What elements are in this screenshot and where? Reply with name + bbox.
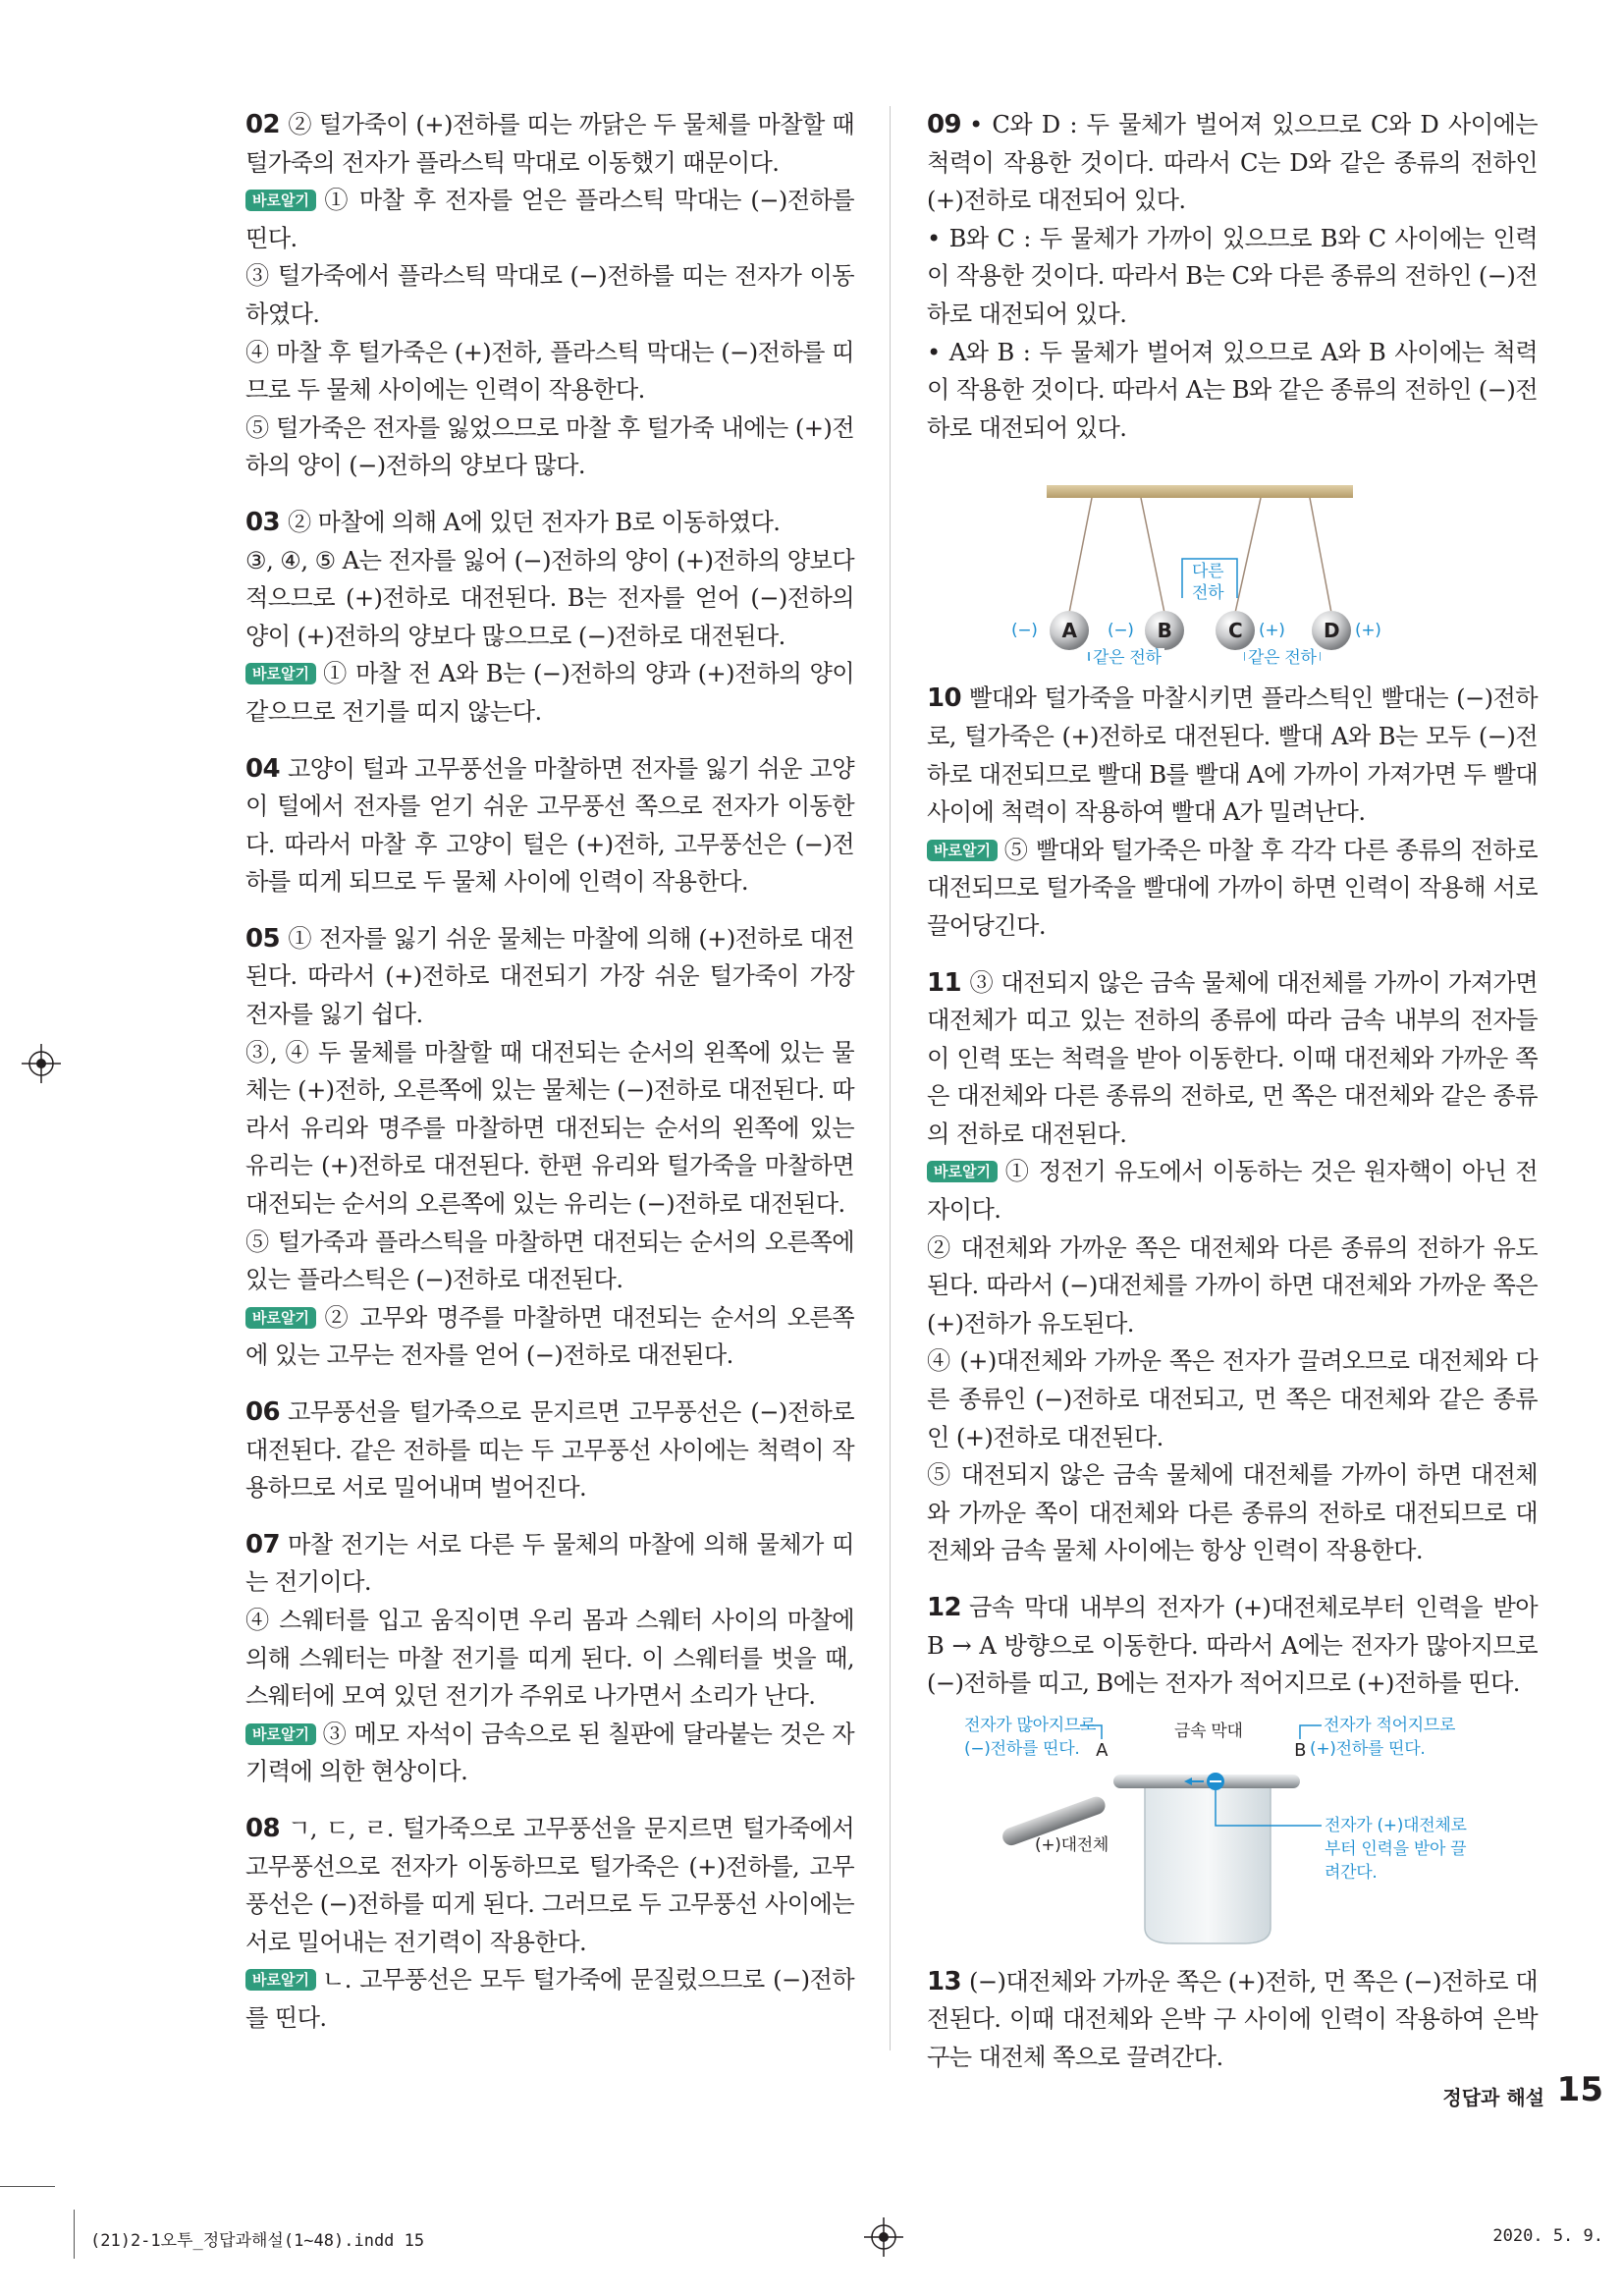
end-b-label: B — [1294, 1739, 1306, 1761]
answer-paragraph — [245, 1602, 854, 1716]
answer-paragraph — [245, 750, 854, 902]
answer-paragraph — [245, 1034, 854, 1224]
string-d — [1310, 498, 1331, 613]
correction-badge: 바로알기 — [245, 1969, 316, 1991]
answer-paragraph — [245, 1810, 854, 1961]
section-title: 정답과 해설 — [1442, 2086, 1544, 2109]
correction-badge: 바로알기 — [927, 1161, 998, 1182]
charged-rod-label: (+)대전체 — [1035, 1834, 1109, 1855]
answer-07 — [245, 1526, 854, 1791]
question-number: 13 — [927, 1966, 961, 1996]
answer-paragraph — [927, 1153, 1538, 1229]
electron-label-3: 려간다. — [1325, 1862, 1378, 1883]
paragraph-text: ② 대전체와 가까운 쪽은 대전체와 다른 종류의 전하가 유도된다. 따라서 (−)대전체를 가까이 하면 대전체와 가까운 쪽은 (+)전하가 유도된다. — [927, 1233, 1538, 1338]
answer-05 — [245, 920, 854, 1375]
paragraph-text: 금속 막대 내부의 전자가 (+)대전체로부터 인력을 받아 B → A 방향으로 이동한다. 따라서 A에는 전자가 많아지므로 (−)전하를 띠고, B에는 전자가 적어지므로 (+)전하를 띤다. — [927, 1594, 1538, 1698]
answer-02 — [245, 106, 854, 485]
question-number: 04 — [245, 753, 280, 784]
answer-paragraph — [245, 504, 854, 542]
paragraph-text: ③, ④ 두 물체를 마찰할 때 대전되는 순서의 왼쪽에 있는 물체는 (+)전하, 오른쪽에 있는 물체는 (−)전하로 대전된다. 따라서 유리와 명주를 마찰하면 대전되는 순서의 왼쪽에 있는 유리는 (+)전하로 대전된다. 한편 유리와 털가죽을 마찰하면 대전되는 순서의 오른쪽에 있는 유리는 (−)전하로 대전된다. — [245, 1038, 854, 1219]
paragraph-text: • B와 C : 두 물체가 가까이 있으므로 B와 C 사이에는 인력이 작용한 것이다. 따라서 B는 C와 다른 종류의 전하인 (−)전하로 대전되어 있다. — [927, 224, 1538, 328]
file-info: (21)2-1오투_정답과해설(1~48).indd 15 — [90, 2231, 425, 2251]
rod-label: 금속 막대 — [1174, 1721, 1243, 1741]
same-charge-right: 같은 전하 — [1245, 648, 1320, 668]
paragraph-text: 고양이 털과 고무풍선을 마찰하면 전자를 잃기 쉬운 고양이 털에서 전자를 얻기 쉬운 고무풍선 쪽으로 전자가 이동한다. 따라서 마찰 후 고양이 털은 (+)전하, 고무풍선은 (−)전하를 띠게 되므로 두 물체 사이에 인력이 작용한다. — [245, 754, 854, 897]
answer-12 — [927, 1589, 1538, 1703]
registration-mark-bottom-icon — [864, 2217, 903, 2257]
paragraph-text: ① 마찰 후 전자를 얻은 플라스틱 막대는 (−)전하를 띤다. — [245, 187, 854, 252]
answer-paragraph — [245, 1526, 854, 1602]
correction-badge: 바로알기 — [245, 190, 316, 211]
correction-badge: 바로알기 — [927, 840, 998, 861]
answer-paragraph — [927, 1456, 1538, 1570]
diff-label-2: 전하 — [1192, 583, 1224, 604]
answer-paragraph — [927, 1963, 1538, 2077]
paragraph-text: ② 털가죽이 (+)전하를 띠는 까닭은 두 물체를 마찰할 때 털가죽의 전자가 플라스틱 막대로 이동했기 때문이다. — [245, 111, 854, 177]
question-number: 09 — [927, 110, 961, 139]
paragraph-text: ⑤ 털가죽은 전자를 잃었으므로 마찰 후 털가죽 내에는 (+)전하의 양이 (−)전하의 양보다 많다. — [245, 413, 854, 480]
answer-paragraph — [927, 1589, 1538, 1703]
answer-08 — [245, 1810, 854, 2038]
support-bar — [1047, 485, 1353, 498]
left-column — [245, 106, 854, 2056]
label-b-line2: (+)전하를 띤다. — [1310, 1738, 1426, 1759]
diff-label-1: 다른 — [1192, 562, 1224, 582]
beaker — [1145, 1784, 1271, 1943]
sign-a: (−) — [1011, 621, 1038, 641]
figure-09-charged-balls — [927, 465, 1538, 672]
answer-paragraph — [245, 1394, 854, 1507]
paragraph-text: ⑤ 털가죽과 플라스틱을 마찰하면 대전되는 순서의 오른쪽에 있는 플라스틱은 (−)전하로 대전된다. — [245, 1228, 854, 1294]
question-number: 10 — [927, 683, 961, 714]
answer-paragraph — [245, 410, 854, 485]
question-number: 07 — [245, 1529, 280, 1559]
answer-paragraph — [245, 542, 854, 656]
question-number: 12 — [927, 1593, 961, 1622]
paragraph-text: ⑤ 빨대와 털가죽은 마찰 후 각각 다른 종류의 전하로 대전되므로 털가죽을 빨대에 가까이 하면 인력이 작용해 서로 끌어당긴다. — [927, 836, 1538, 940]
answer-paragraph — [927, 106, 1538, 220]
answer-04 — [245, 750, 854, 902]
paragraph-text: ② 고무와 명주를 마찰하면 대전되는 순서의 오른쪽에 있는 고무는 전자를 얻어 (−)전하로 대전된다. — [245, 1303, 854, 1370]
paragraph-text: ① 전자를 잃기 쉬운 물체는 마찰에 의해 (+)전하로 대전된다. 따라서 (+)전하로 대전되기 가장 쉬운 털가죽이 가장 전자를 잃기 쉽다. — [245, 924, 854, 1029]
paragraph-text: ① 마찰 전 A와 B는 (−)전하의 양과 (+)전하의 양이 같으므로 전기를 띠지 않는다. — [245, 660, 854, 726]
answer-10 — [927, 680, 1538, 945]
paragraph-text: • C와 D : 두 물체가 벌어져 있으므로 C와 D 사이에는 척력이 작용한 것이다. 따라서 C는 D와 같은 종류의 전하인 (+)전하로 대전되어 있다. — [927, 111, 1538, 215]
label-b-line1: 전자가 적어지므로 — [1324, 1715, 1456, 1735]
answer-paragraph — [927, 680, 1538, 831]
string-c — [1235, 498, 1261, 613]
page-number: 15 — [1556, 2070, 1603, 2109]
correction-badge: 바로알기 — [245, 1307, 316, 1329]
ball-d-label: D — [1323, 619, 1339, 643]
answer-paragraph — [245, 1961, 854, 2037]
answer-paragraph — [245, 920, 854, 1034]
question-number: 02 — [245, 110, 280, 139]
answer-paragraph — [927, 334, 1538, 448]
answer-06 — [245, 1394, 854, 1507]
paragraph-text: (−)대전체와 가까운 쪽은 (+)전하, 먼 쪽은 (−)전하로 대전된다. 이때 대전체와 은박 구 사이에 인력이 작용하여 은박 구는 대전체 쪽으로 끌려간다. — [927, 1967, 1538, 2071]
answer-paragraph — [245, 655, 854, 731]
answer-paragraph — [245, 182, 854, 257]
answer-03 — [245, 504, 854, 732]
question-number: 03 — [245, 507, 280, 537]
registration-mark-left-icon — [22, 1044, 61, 1083]
paragraph-text: ③, ④, ⑤ A는 전자를 잃어 (−)전하의 양이 (+)전하의 양보다 적으므로 (+)전하로 대전된다. B는 전자를 얻어 (−)전하의 양이 (+)전하의 양보다 많으므로 (−)전하로 대전된다. — [245, 546, 854, 650]
answer-paragraph — [245, 334, 854, 410]
string-b — [1141, 498, 1164, 613]
paragraph-text: 마찰 전기는 서로 다른 두 물체의 마찰에 의해 물체가 띠는 전기이다. — [245, 1530, 854, 1597]
sign-d: (+) — [1355, 621, 1381, 641]
question-number: 11 — [927, 967, 961, 998]
trim-mark-vertical — [74, 2210, 75, 2259]
paragraph-text: ㄴ. 고무풍선은 모두 털가죽에 문질렀으므로 (−)전하를 띤다. — [245, 1966, 854, 2032]
answer-paragraph — [927, 1230, 1538, 1343]
sign-b: (−) — [1108, 621, 1134, 641]
label-a-line2: (−)전하를 띤다. — [964, 1738, 1080, 1759]
ball-a-label: A — [1061, 619, 1077, 643]
electron-label-2: 부터 인력을 받아 끌 — [1325, 1838, 1467, 1859]
print-date: 2020. 5. 9. — [1492, 2226, 1603, 2246]
answer-paragraph — [245, 1299, 854, 1375]
answer-paragraph — [927, 832, 1538, 946]
question-number: 06 — [245, 1397, 280, 1427]
paragraph-text: ④ 마찰 후 털가죽은 (+)전하, 플라스틱 막대는 (−)전하를 띠므로 두 물체 사이에는 인력이 작용한다. — [245, 338, 854, 405]
sign-c: (+) — [1259, 621, 1285, 641]
ball-c-label: C — [1227, 619, 1243, 643]
paragraph-text: ④ 스웨터를 입고 움직이면 우리 몸과 스웨터 사이의 마찰에 의해 스웨터는 마찰 전기를 띠게 된다. 이 스웨터를 벗을 때, 스웨터에 모여 있던 전기가 주위로 나가면서 소리가 난다. — [245, 1606, 854, 1711]
figure-12-metal-rod — [927, 1716, 1538, 1949]
trim-mark-horizontal — [0, 2186, 55, 2187]
paragraph-text: ⑤ 대전되지 않은 금속 물체에 대전체를 가까이 하면 대전체와 가까운 쪽이 대전체와 다른 종류의 전하로 대전되므로 대전체와 금속 물체 사이에는 항상 인력이 작용한다. — [927, 1461, 1538, 1565]
column-divider — [890, 106, 891, 2050]
same-charge-left: 같은 전하 — [1090, 648, 1164, 668]
ball-b-label: B — [1157, 619, 1172, 643]
answer-13 — [927, 1963, 1538, 2077]
paragraph-text: ③ 대전되지 않은 금속 물체에 대전체를 가까이 가져가면 대전체가 띠고 있는 전하의 종류에 따라 금속 내부의 전자들이 인력 또는 척력을 받아 이동한다. 이때 대전체와 가까운 쪽은 대전체와 다른 종류의 전하로, 먼 쪽은 대전체와 같은 종류의 전하로 대전된다. — [927, 968, 1538, 1148]
correction-badge: 바로알기 — [245, 663, 316, 684]
paragraph-text: 빨대와 털가죽을 마찰시키면 플라스틱인 빨대는 (−)전하로, 털가죽은 (+)전하로 대전된다. 빨대 A와 B는 모두 (−)전하로 대전되므로 빨대 B를 빨대 A에 가까이 가져가면 두 빨대 사이에 척력이 작용하여 빨대 A가 밀려난다. — [927, 684, 1538, 827]
paragraph-text: ③ 털가죽에서 플라스틱 막대로 (−)전하를 띠는 전자가 이동하였다. — [245, 262, 854, 328]
string-a — [1069, 498, 1092, 613]
correction-badge: 바로알기 — [245, 1723, 316, 1745]
answer-paragraph — [927, 964, 1538, 1154]
answer-paragraph — [245, 1716, 854, 1791]
paragraph-text: • A와 B : 두 물체가 벌어져 있으므로 A와 B 사이에는 척력이 작용한 것이다. 따라서 A는 B와 같은 종류의 전하인 (−)전하로 대전되어 있다. — [927, 338, 1538, 442]
paragraph-text: ① 정전기 유도에서 이동하는 것은 원자핵이 아닌 전자이다. — [927, 1158, 1538, 1225]
answer-11 — [927, 964, 1538, 1571]
question-number: 05 — [245, 923, 280, 954]
right-column — [927, 106, 1538, 2096]
question-number: 08 — [245, 1813, 280, 1843]
paragraph-text: ④ (+)대전체와 가까운 쪽은 전자가 끌려오므로 대전체와 다른 종류인 (−)전하로 대전되고, 먼 쪽은 대전체와 같은 종류인 (+)전하로 대전된다. — [927, 1347, 1538, 1451]
end-a-label: A — [1096, 1739, 1108, 1761]
paragraph-text: 고무풍선을 털가죽으로 문지르면 고무풍선은 (−)전하로 대전된다. 같은 전하를 띠는 두 고무풍선 사이에는 척력이 작용하므로 서로 밀어내며 벌어진다. — [245, 1398, 854, 1503]
electron-label-1: 전자가 (+)대전체로 — [1325, 1815, 1467, 1835]
paragraph-text: ③ 메모 자석이 금속으로 된 칠판에 달라붙는 것은 자기력에 의한 현상이다. — [245, 1720, 854, 1786]
paragraph-text: ② 마찰에 의해 A에 있던 전자가 B로 이동하였다. — [287, 508, 781, 536]
paragraph-text: ㄱ, ㄷ, ㄹ. 털가죽으로 고무풍선을 문지르면 털가죽에서 고무풍선으로 전자가 이동하므로 털가죽은 (+)전하를, 고무풍선은 (−)전하를 띠게 된다. 그러므로 두 고무풍선 사이에는 서로 밀어내는 전기력이 작용한다. — [245, 1814, 854, 1956]
answer-paragraph — [927, 1342, 1538, 1456]
answer-paragraph — [245, 1224, 854, 1299]
answer-paragraph — [245, 106, 854, 182]
label-a-line1: 전자가 많아지므로 — [964, 1715, 1097, 1735]
answer-09 — [927, 106, 1538, 447]
answer-paragraph — [245, 257, 854, 333]
answer-paragraph — [927, 220, 1538, 334]
